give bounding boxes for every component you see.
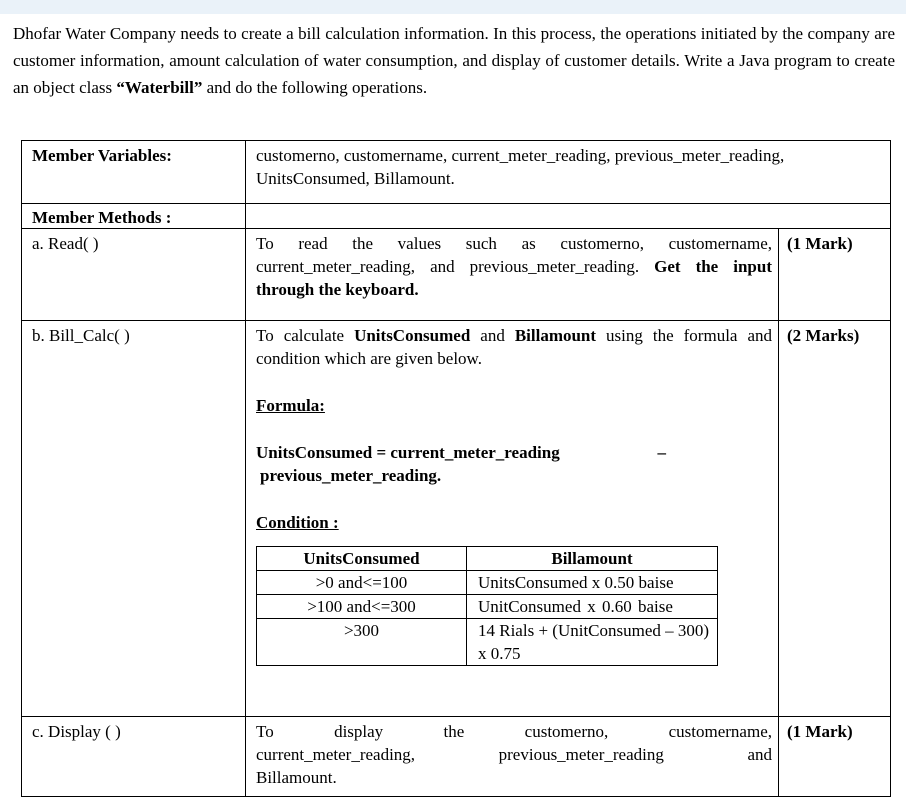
member-variables-row bbox=[22, 141, 891, 204]
condition-amount: UnitsConsumed x 0.50 baise bbox=[467, 571, 718, 595]
condition-range: >0 and<=100 bbox=[257, 571, 467, 595]
display-line-3: Billamount. bbox=[256, 768, 337, 787]
intro-text-end: and do the following operations. bbox=[202, 78, 428, 97]
condition-row bbox=[257, 619, 718, 666]
display-line-1 bbox=[256, 720, 772, 743]
read-method-row bbox=[22, 229, 891, 321]
formula-heading: Formula: bbox=[256, 396, 325, 415]
member-methods-header-row bbox=[22, 204, 891, 229]
bill-calc-text-e: using the formula and condition which are given below. bbox=[256, 326, 772, 368]
bill-calc-text-b: UnitsConsumed bbox=[354, 326, 471, 345]
condition-range: >300 bbox=[257, 619, 467, 666]
display-word: customername, bbox=[668, 722, 772, 741]
class-name: “Waterbill” bbox=[116, 78, 203, 97]
condition-header-units: UnitsConsumed bbox=[257, 547, 467, 571]
formula-left: UnitsConsumed = current_meter_reading bbox=[256, 443, 560, 462]
specification-table bbox=[21, 140, 891, 797]
formula-dash: – bbox=[657, 443, 666, 462]
member-variables-value: customerno, customername, current_meter_reading, previous_meter_reading, UnitsConsumed, Billamount. bbox=[246, 141, 891, 204]
display-method-row bbox=[22, 717, 891, 797]
display-method-description bbox=[246, 717, 779, 797]
member-methods-empty bbox=[246, 204, 891, 229]
display-method-marks: (1 Mark) bbox=[779, 717, 891, 797]
read-method-label: a. Read( ) bbox=[22, 229, 246, 321]
bill-calc-text-d: Billamount bbox=[514, 326, 597, 345]
condition-amount: 14 Rials + (UnitConsumed – 300) x 0.75 bbox=[467, 619, 718, 666]
bill-calc-method-description bbox=[246, 321, 779, 717]
bill-calc-text-a: To calculate bbox=[256, 326, 355, 345]
read-desc-text: To read the values such as customerno, customername, current_meter_reading, and previous_meter_reading. bbox=[256, 234, 772, 276]
member-methods-label: Member Methods : bbox=[22, 204, 246, 229]
intro-text: Dhofar Water Company needs to create a bill calculation information. In this process, the operations initiated by the company are customer information, amount calculation of water consumption, and display of customer details. Write a Java program to create an object class bbox=[13, 24, 895, 97]
display-word: To bbox=[256, 722, 274, 741]
display-word: customerno, bbox=[524, 722, 609, 741]
condition-amount: UnitConsumed x 0.60 baise bbox=[467, 595, 718, 619]
condition-row bbox=[257, 571, 718, 595]
display-method-label: c. Display ( ) bbox=[22, 717, 246, 797]
bill-calc-method-row bbox=[22, 321, 891, 717]
display-word: and bbox=[747, 745, 772, 764]
intro-paragraph bbox=[13, 20, 895, 101]
formula-line-2: previous_meter_reading. bbox=[260, 466, 442, 485]
display-word: previous_meter_reading bbox=[498, 745, 664, 764]
bill-calc-text-c: and bbox=[470, 326, 515, 345]
condition-table bbox=[256, 546, 718, 666]
display-word: current_meter_reading, bbox=[256, 745, 416, 764]
read-method-marks: (1 Mark) bbox=[779, 229, 891, 321]
display-word: the bbox=[443, 722, 465, 741]
condition-heading: Condition : bbox=[256, 513, 339, 532]
formula-line-1 bbox=[256, 441, 666, 464]
condition-header-bill: Billamount bbox=[467, 547, 718, 571]
bill-calc-intro bbox=[256, 324, 772, 370]
bill-calc-marks: (2 Marks) bbox=[779, 321, 891, 717]
display-line-2 bbox=[256, 743, 772, 766]
condition-header-row bbox=[257, 547, 718, 571]
condition-row bbox=[257, 595, 718, 619]
condition-range: >100 and<=300 bbox=[257, 595, 467, 619]
display-word: display bbox=[334, 722, 384, 741]
read-desc-bold: Get the input through the keyboard. bbox=[256, 257, 772, 299]
member-variables-label: Member Variables: bbox=[22, 141, 246, 204]
bill-calc-method-label: b. Bill_Calc( ) bbox=[22, 321, 246, 717]
read-method-description bbox=[246, 229, 779, 321]
top-band bbox=[0, 0, 906, 14]
